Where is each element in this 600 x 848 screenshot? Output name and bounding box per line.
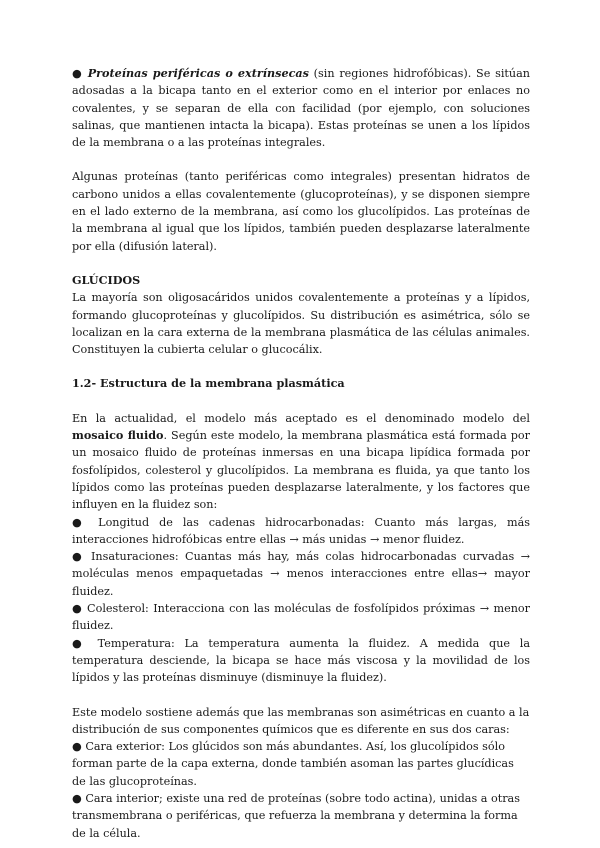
fluid-mosaic-paragraph <box>72 410 530 514</box>
asymmetry-paragraph: Este modelo sostiene además que las membranas son asimétricas en cuanto a la distribución de sus componentes químicos que es diferente en sus dos caras: <box>72 705 530 736</box>
bullet: ● <box>72 67 83 80</box>
factor-item: ● Insaturaciones: Cuantas más hay, más colas hidrocarbonadas curvadas → moléculas menos empaquetadas → menos interacciones entre ellas→ mayor fluidez. <box>72 550 530 598</box>
section-heading: 1.2- Estructura de la membrana plasmática <box>72 376 345 391</box>
face-item: ● Cara exterior: Los glúcidos son más abundantes. Así, los glucolípidos sólo forman parte de la capa externa, donde también asoman las partes glucídicas de las glucoproteínas. <box>72 740 514 788</box>
factor-item: ● Colesterol: Interacciona con las moléculas de fosfolípidos próximas → menor fluidez. <box>72 602 530 633</box>
glucidos-heading: GLÚCIDOS <box>72 272 141 287</box>
fluid-mosaic-description: . Según este modelo, la membrana plasmática está formada por un mosaico fluido de proteínas inmersas en una bicapa lipídica formada por fosfolípidos, colesterol y glucolípidos. La membrana es fluida, ya que tanto los lípidos como las proteínas pueden desplazarse lateralmente, y los factores que influyen en la fluidez son: <box>72 429 531 512</box>
face-item: ● Cara interior; existe una red de proteínas (sobre todo actina), unidas a otras transmembrana o periféricas, que refuerza la membrana y determina la forma de la célula. <box>72 791 520 840</box>
peripheral-proteins-term: Proteínas periféricas o extrínsecas <box>87 66 309 80</box>
fluid-mosaic-term: mosaico fluido <box>72 428 164 443</box>
factor-item: ● Temperatura: La temperatura aumenta la fluidez. A medida que la temperatura desciende, la bicapa se hace más viscosa y la movilidad de los lípidos y las proteínas disminuye (disminuye la fluidez). <box>72 636 530 685</box>
fluid-mosaic-intro: En la actualidad, el modelo más aceptado es el denominado modelo del <box>72 411 530 425</box>
glycoproteins-paragraph: Algunas proteínas (tanto periféricas como integrales) presentan hidratos de carbono unidos a ellas covalentemente (glucoproteínas), y se disponen siempre en el lado externo de la membrana, así como los glucolípidos. Las proteínas de la membrana al igual que los lípidos, también pueden desplazarse lateralmente por ella (difusión lateral). <box>72 170 530 253</box>
factor-item: ● Longitud de las cadenas hidrocarbonadas: Cuanto más largas, más interacciones hidrofóbicas entre ellas → más unidas → menor fluidez. <box>72 515 530 546</box>
peripheral-proteins-paragraph <box>72 65 530 151</box>
peripheral-proteins-text: (sin regiones hidrofóbicas). Se sitúan adosadas a la bicapa tanto en el exterior como en el interior por enlaces no covalentes, y se separan de ella con facilidad (por ejemplo, con soluciones salinas, que mantienen intacta la bicapa). Estas proteínas se unen a los lípidos de la membrana o a las proteínas integrales. <box>72 67 530 150</box>
glucidos-paragraph: La mayoría son oligosacáridos unidos covalentemente a proteínas y a lípidos, formando glucoproteínas y glucolípidos. Su distribución es asimétrica, sólo se localizan en la cara externa de la membrana plasmática de las células animales. Constituyen la cubierta celular o glucocálix. <box>72 291 530 357</box>
